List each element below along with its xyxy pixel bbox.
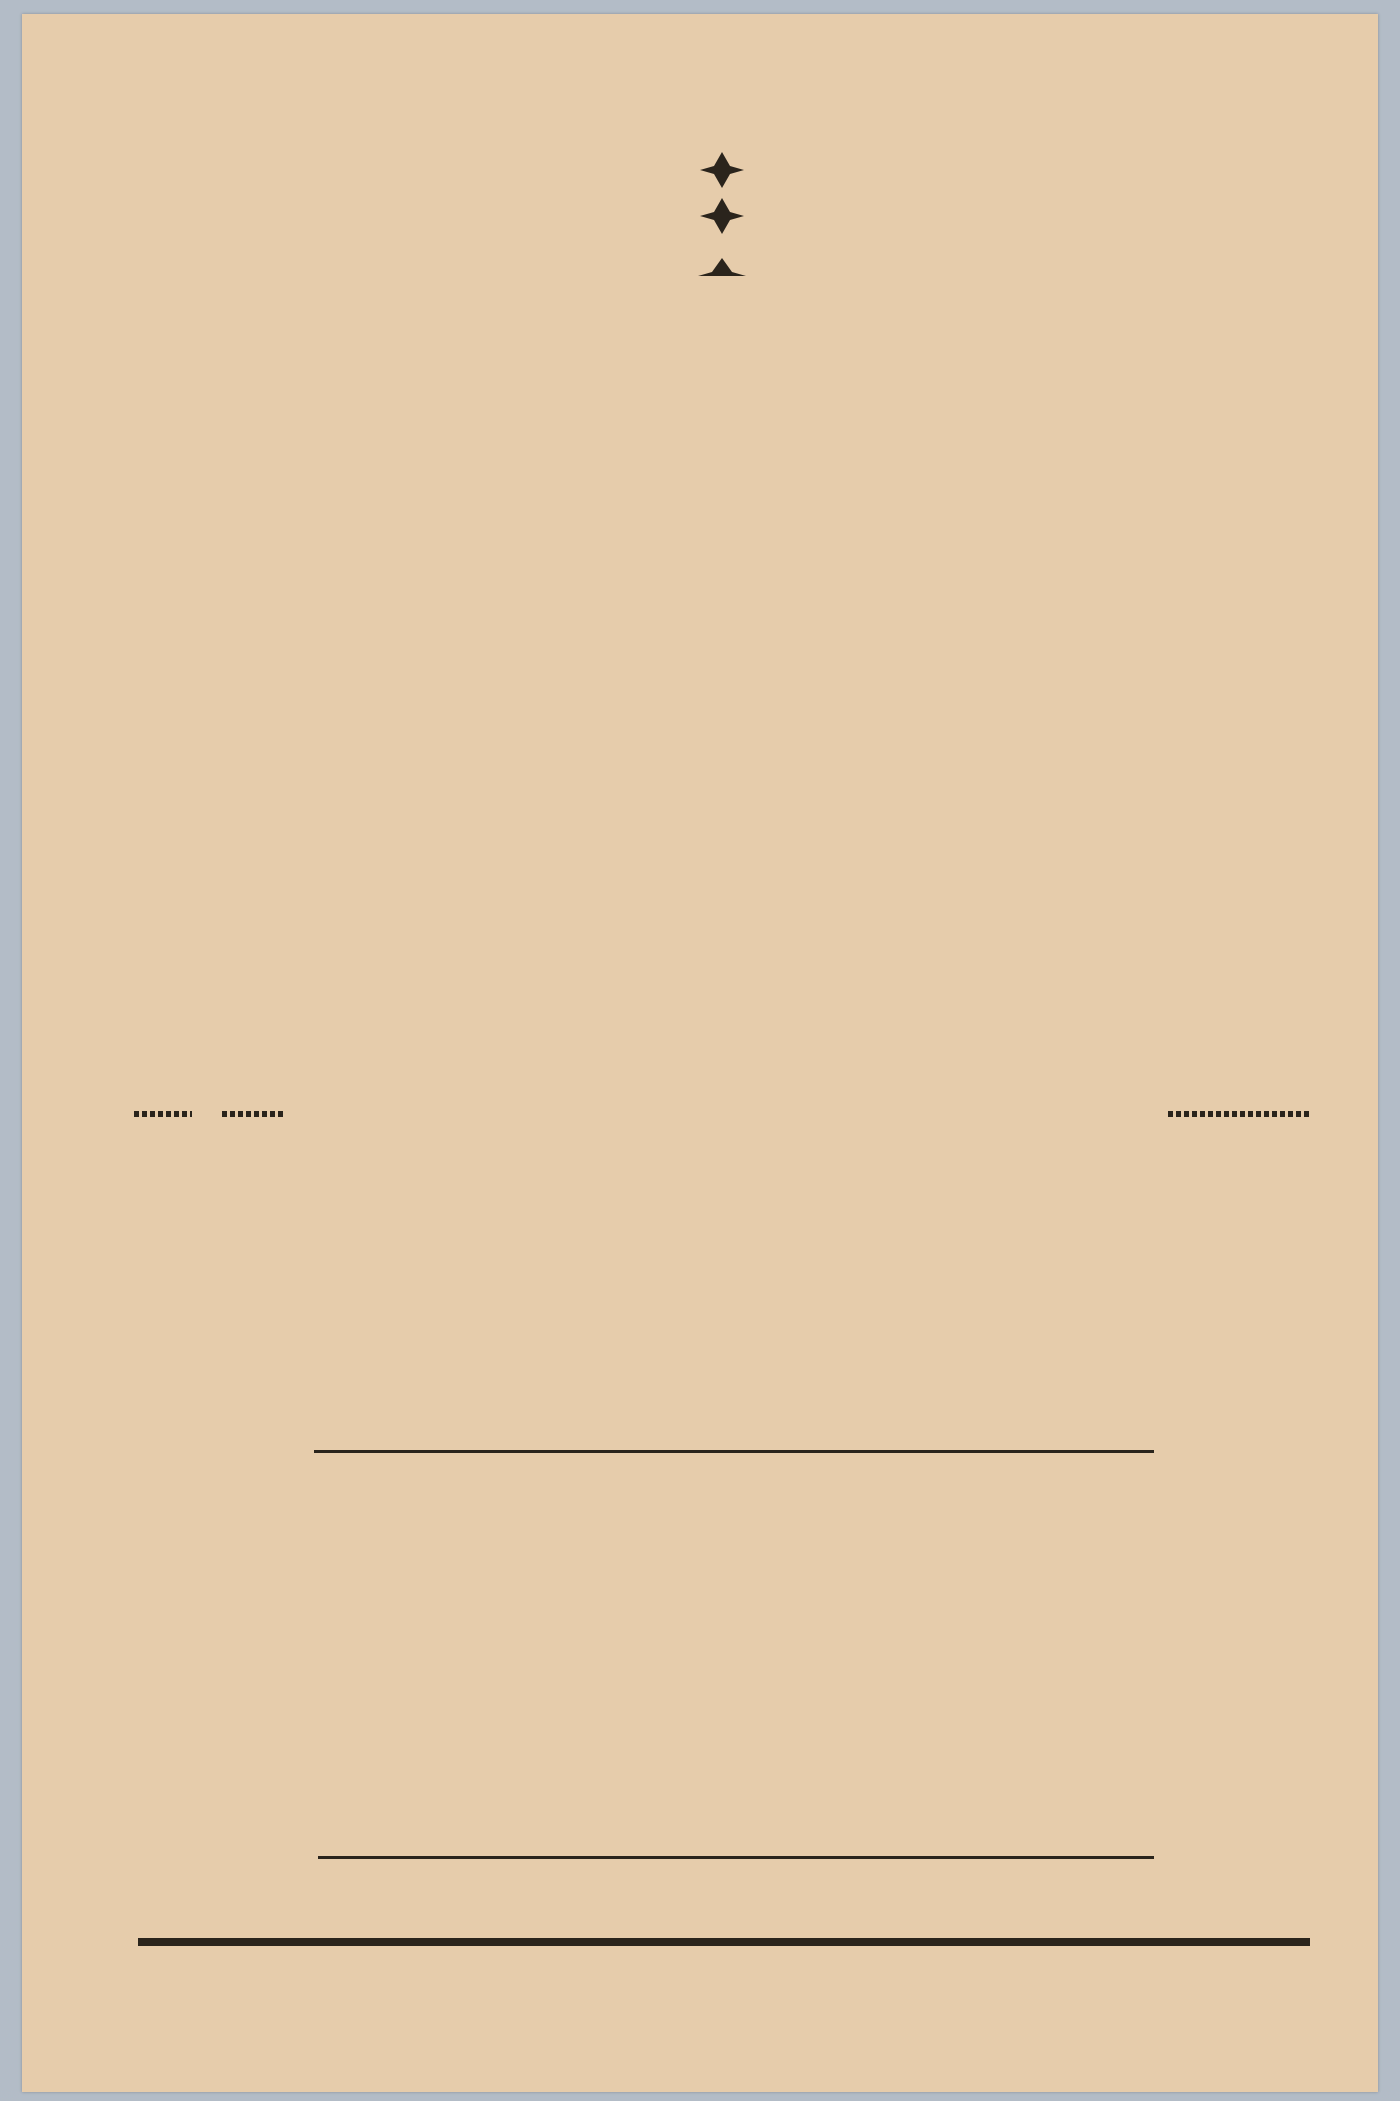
center-fleur-ornament xyxy=(698,152,746,276)
title-top-rule xyxy=(314,1450,1154,1453)
broadside-sheet xyxy=(22,14,1378,2092)
footer-top-rule xyxy=(318,1856,1154,1859)
vine-border-decoration xyxy=(22,14,1378,2092)
bottom-border-rule xyxy=(138,1938,1310,1946)
